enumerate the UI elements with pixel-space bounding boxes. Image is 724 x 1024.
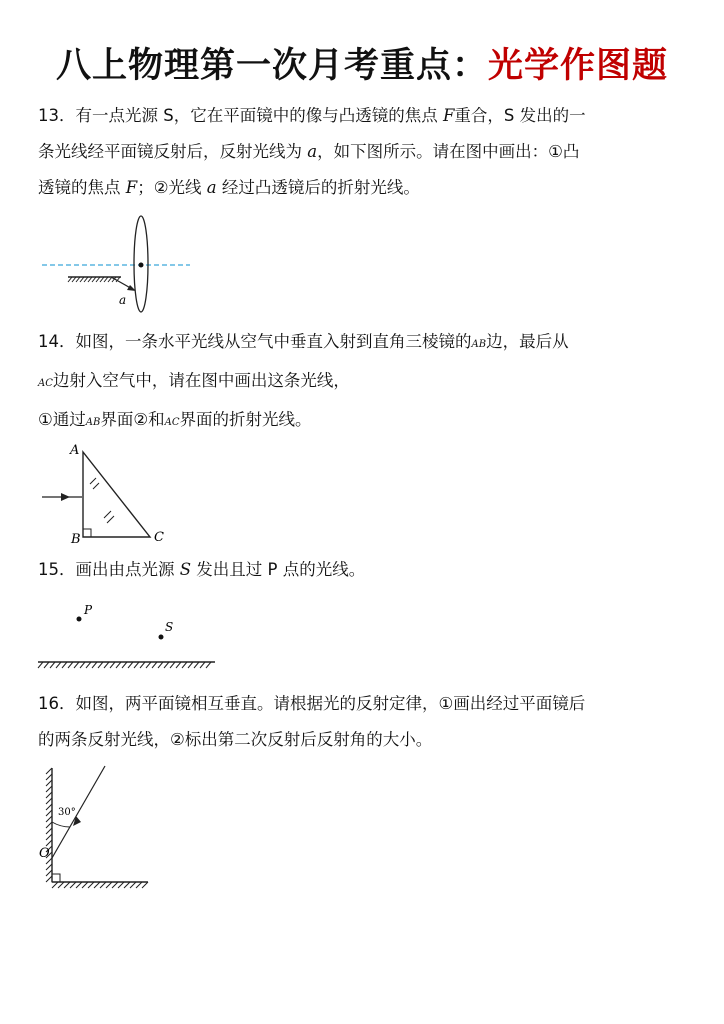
q16-line-2: 的两条反射光线，②标出第二次反射后反射角的大小。: [38, 730, 433, 749]
q16-line-1: 16．如图，两平面镜相互垂直。请根据光的反射定律，①画出经过平面镜后: [38, 694, 586, 713]
angle-label: 30°: [58, 807, 76, 818]
point-P-label: P: [84, 603, 93, 617]
q15-line-1: 15．画出由点光源 S 发出且过 P 点的光线。: [38, 560, 366, 579]
q14-line-1: 14．如图，一条水平光线从空气中垂直入射到直角三棱镜的AB边，最后从: [38, 332, 569, 351]
vertex-B: B: [71, 532, 81, 547]
q14-line-2: AC边射入空气中，请在图中画出这条光线，: [38, 371, 350, 390]
vertex-A: A: [70, 443, 80, 458]
vertical-mirror-hatching: [46, 768, 52, 882]
angle-arc: [52, 822, 70, 827]
q14-line-3: ①通过AB界面②和AC界面的折射光线。: [38, 410, 312, 429]
point-S-label: S: [165, 620, 174, 634]
title-accent: 光学作图题: [488, 46, 669, 86]
q13-line-1: 13．有一点光源 S，它在平面镜中的像与凸透镜的焦点 F重合，S 发出的一: [38, 106, 586, 125]
ray-a-label: a: [119, 293, 127, 307]
title-main: 八上物理第一次月考重点：: [55, 46, 488, 86]
q13-line-2: 条光线经平面镜反射后，反射光线为 a，如下图所示。请在图中画出：①凸: [38, 142, 580, 161]
q13-line-3: 透镜的焦点 F；②光线 a 经过凸透镜后的折射光线。: [38, 178, 420, 197]
point-O-label: O: [39, 846, 50, 861]
horizontal-mirror-hatching: [52, 882, 148, 888]
vertex-C: C: [154, 530, 164, 545]
right-angle-mark-q16: [52, 874, 60, 882]
